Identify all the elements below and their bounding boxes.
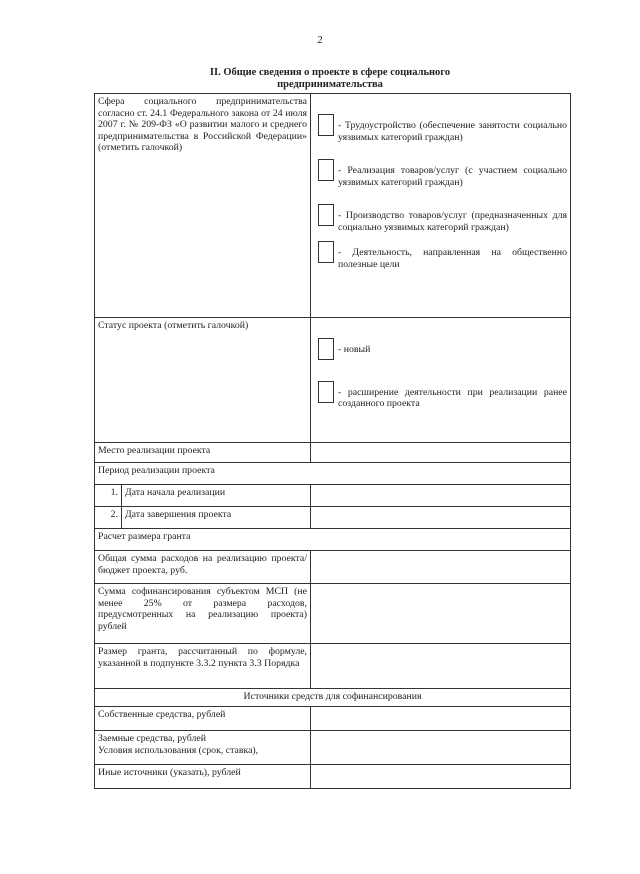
row-total-costs bbox=[95, 551, 571, 584]
row-sources-header bbox=[95, 689, 571, 707]
period-label: Период реализации проекта bbox=[95, 463, 571, 485]
sphere-option-employment: - Трудоустройство (обеспечение занятости социально уязвимых категорий граждан) bbox=[314, 120, 567, 143]
section-title-line1: II. Общие сведения о проекте в сфере социального bbox=[209, 67, 451, 78]
row-cofinancing bbox=[95, 584, 571, 644]
other-sources-value[interactable] bbox=[311, 765, 571, 789]
sources-header: Источники средств для софинансирования bbox=[95, 689, 571, 707]
row-period bbox=[95, 463, 571, 485]
row-status bbox=[95, 318, 571, 443]
row-borrowed-funds bbox=[95, 731, 571, 765]
total-costs-value[interactable] bbox=[311, 551, 571, 584]
row-own-funds bbox=[95, 707, 571, 731]
project-info-table bbox=[94, 93, 571, 789]
section-title bbox=[190, 67, 470, 91]
period-start-number: 1. bbox=[95, 485, 122, 507]
cofinancing-label: Сумма софинансирования субъектом МСП (не менее 25% от размера расходов, предусмотренных на реализацию проекта) рублей bbox=[95, 584, 311, 644]
period-start-value[interactable] bbox=[311, 485, 571, 507]
checkbox-expansion[interactable] bbox=[318, 381, 334, 403]
sphere-option-public-benefit: - Деятельность, направленная на общественно полезные цели bbox=[314, 247, 567, 270]
grant-size-label: Размер гранта, рассчитанный по формуле, указанной в подпункте 3.3.2 пункта 3.3 Порядка bbox=[95, 644, 311, 689]
sphere-option-production: - Производство товаров/услуг (предназначенных для социально уязвимых категорий граждан) bbox=[314, 210, 567, 233]
checkbox-production[interactable] bbox=[318, 204, 334, 226]
borrowed-funds-label bbox=[95, 731, 311, 765]
cofinancing-value[interactable] bbox=[311, 584, 571, 644]
total-costs-label: Общая сумма расходов на реализацию проекта/бюджет проекта, руб. bbox=[95, 551, 311, 584]
status-label: Статус проекта (отметить галочкой) bbox=[95, 318, 311, 443]
status-option-new: - новый bbox=[314, 344, 567, 356]
borrowed-terms-text: Условия использования (срок, ставка), bbox=[98, 744, 259, 756]
sphere-options bbox=[311, 94, 571, 318]
period-end-value[interactable] bbox=[311, 507, 571, 529]
page-number: 2 bbox=[317, 34, 323, 46]
grant-calc-label: Расчет размера гранта bbox=[95, 529, 571, 551]
row-place bbox=[95, 443, 571, 463]
checkbox-public-benefit[interactable] bbox=[318, 241, 334, 263]
borrowed-funds-value[interactable] bbox=[311, 731, 571, 765]
row-grant-calc bbox=[95, 529, 571, 551]
own-funds-value[interactable] bbox=[311, 707, 571, 731]
row-period-end bbox=[95, 507, 571, 529]
period-end-label: Дата завершения проекта bbox=[122, 507, 311, 529]
status-option-expansion: - расширение деятельности при реализации ранее созданного проекта bbox=[314, 387, 567, 410]
section-title-line2: предпринимательства bbox=[277, 79, 383, 90]
row-other-sources bbox=[95, 765, 571, 789]
own-funds-label: Собственные средства, рублей bbox=[95, 707, 311, 731]
period-start-label: Дата начала реализации bbox=[122, 485, 311, 507]
checkbox-employment[interactable] bbox=[318, 114, 334, 136]
period-end-number: 2. bbox=[95, 507, 122, 529]
place-value[interactable] bbox=[311, 443, 571, 463]
sphere-label: Сфера социального предпринимательства согласно ст. 24.1 Федерального закона от 24 июля 2007 г. № 209-ФЗ «О развитии малого и среднего предпринимательства в Российской Федерации» (отметить галочкой) bbox=[95, 94, 311, 318]
other-sources-label: Иные источники (указать), рублей bbox=[95, 765, 311, 789]
sphere-option-sales: - Реализация товаров/услуг (с участием социально уязвимых категорий граждан) bbox=[314, 165, 567, 188]
grant-size-value[interactable] bbox=[311, 644, 571, 689]
borrowed-funds-text: Заемные средства, рублей bbox=[98, 733, 207, 744]
checkbox-sales[interactable] bbox=[318, 159, 334, 181]
place-label: Место реализации проекта bbox=[95, 443, 311, 463]
row-sphere bbox=[95, 94, 571, 318]
row-period-start bbox=[95, 485, 571, 507]
status-options bbox=[311, 318, 571, 443]
checkbox-new[interactable] bbox=[318, 338, 334, 360]
row-grant-size bbox=[95, 644, 571, 689]
